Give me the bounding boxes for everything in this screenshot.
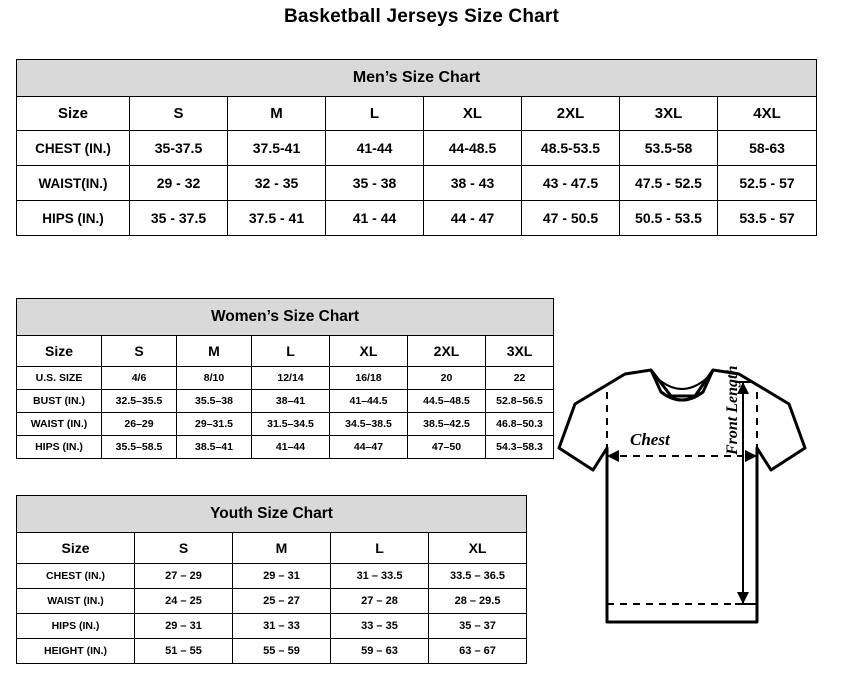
mens-cell: 35 - 37.5 bbox=[130, 201, 228, 236]
youth-cell: 51 – 55 bbox=[135, 639, 233, 664]
table-row bbox=[17, 436, 554, 459]
womens-cell: 34.5–38.5 bbox=[330, 413, 408, 436]
youth-header-row bbox=[17, 533, 527, 564]
womens-cell: 29–31.5 bbox=[177, 413, 252, 436]
youth-cell: 25 – 27 bbox=[233, 589, 331, 614]
womens-cell: 44–47 bbox=[330, 436, 408, 459]
mens-row-label: WAIST(IN.) bbox=[17, 166, 130, 201]
youth-chart-caption-row bbox=[17, 496, 527, 533]
mens-cell: 35-37.5 bbox=[130, 131, 228, 166]
youth-size-chart-table bbox=[16, 495, 527, 664]
womens-row-label: HIPS (IN.) bbox=[17, 436, 102, 459]
womens-row-label: WAIST (IN.) bbox=[17, 413, 102, 436]
youth-cell: 35 – 37 bbox=[429, 614, 527, 639]
mens-cell: 43 - 47.5 bbox=[522, 166, 620, 201]
womens-size-chart-table bbox=[16, 298, 554, 459]
womens-header-m: M bbox=[177, 336, 252, 367]
tshirt-outline-icon bbox=[545, 352, 835, 672]
front-length-measure-label: Front Length bbox=[724, 365, 741, 455]
table-row bbox=[17, 201, 817, 236]
womens-header-s: S bbox=[102, 336, 177, 367]
youth-cell: 28 – 29.5 bbox=[429, 589, 527, 614]
mens-cell: 53.5-58 bbox=[620, 131, 718, 166]
womens-cell: 46.8–50.3 bbox=[486, 413, 554, 436]
youth-table-body bbox=[17, 496, 527, 664]
youth-header-m: M bbox=[233, 533, 331, 564]
table-row bbox=[17, 131, 817, 166]
table-row bbox=[17, 390, 554, 413]
mens-header-row bbox=[17, 97, 817, 131]
youth-cell: 24 – 25 bbox=[135, 589, 233, 614]
womens-header-row bbox=[17, 336, 554, 367]
womens-cell: 54.3–58.3 bbox=[486, 436, 554, 459]
womens-cell: 16/18 bbox=[330, 367, 408, 390]
womens-cell: 32.5–35.5 bbox=[102, 390, 177, 413]
mens-cell: 47 - 50.5 bbox=[522, 201, 620, 236]
womens-chart-title: Women’s Size Chart bbox=[17, 299, 554, 336]
womens-cell: 26–29 bbox=[102, 413, 177, 436]
youth-row-label: CHEST (IN.) bbox=[17, 564, 135, 589]
mens-cell: 37.5-41 bbox=[228, 131, 326, 166]
mens-cell: 44-48.5 bbox=[424, 131, 522, 166]
mens-chart-title: Men’s Size Chart bbox=[17, 60, 817, 97]
mens-cell: 32 - 35 bbox=[228, 166, 326, 201]
youth-cell: 31 – 33 bbox=[233, 614, 331, 639]
mens-header-3xl: 3XL bbox=[620, 97, 718, 131]
table-row bbox=[17, 564, 527, 589]
womens-cell: 52.8–56.5 bbox=[486, 390, 554, 413]
youth-header-xl: XL bbox=[429, 533, 527, 564]
womens-header-3xl: 3XL bbox=[486, 336, 554, 367]
womens-row-label: BUST (IN.) bbox=[17, 390, 102, 413]
womens-cell: 47–50 bbox=[408, 436, 486, 459]
table-row bbox=[17, 166, 817, 201]
youth-cell: 27 – 28 bbox=[331, 589, 429, 614]
table-row bbox=[17, 639, 527, 664]
mens-cell: 37.5 - 41 bbox=[228, 201, 326, 236]
mens-header-size: Size bbox=[17, 97, 130, 131]
mens-header-xl: XL bbox=[424, 97, 522, 131]
womens-cell: 38–41 bbox=[252, 390, 330, 413]
womens-cell: 22 bbox=[486, 367, 554, 390]
mens-cell: 52.5 - 57 bbox=[718, 166, 817, 201]
youth-cell: 33.5 – 36.5 bbox=[429, 564, 527, 589]
youth-cell: 55 – 59 bbox=[233, 639, 331, 664]
womens-header-xl: XL bbox=[330, 336, 408, 367]
mens-cell: 47.5 - 52.5 bbox=[620, 166, 718, 201]
youth-row-label: HEIGHT (IN.) bbox=[17, 639, 135, 664]
mens-row-label: HIPS (IN.) bbox=[17, 201, 130, 236]
womens-cell: 31.5–34.5 bbox=[252, 413, 330, 436]
mens-header-4xl: 4XL bbox=[718, 97, 817, 131]
youth-header-size: Size bbox=[17, 533, 135, 564]
womens-cell: 35.5–38 bbox=[177, 390, 252, 413]
mens-cell: 41 - 44 bbox=[326, 201, 424, 236]
chest-measure-label: Chest bbox=[630, 430, 670, 449]
youth-cell: 27 – 29 bbox=[135, 564, 233, 589]
youth-cell: 33 – 35 bbox=[331, 614, 429, 639]
womens-table-body bbox=[17, 299, 554, 459]
youth-row-label: WAIST (IN.) bbox=[17, 589, 135, 614]
mens-header-2xl: 2XL bbox=[522, 97, 620, 131]
womens-cell: 38.5–42.5 bbox=[408, 413, 486, 436]
mens-row-label: CHEST (IN.) bbox=[17, 131, 130, 166]
mens-header-m: M bbox=[228, 97, 326, 131]
womens-header-l: L bbox=[252, 336, 330, 367]
womens-header-2xl: 2XL bbox=[408, 336, 486, 367]
table-row bbox=[17, 614, 527, 639]
youth-chart-title: Youth Size Chart bbox=[17, 496, 527, 533]
womens-cell: 12/14 bbox=[252, 367, 330, 390]
mens-size-chart-table bbox=[16, 59, 817, 236]
mens-cell: 35 - 38 bbox=[326, 166, 424, 201]
table-row bbox=[17, 413, 554, 436]
youth-cell: 31 – 33.5 bbox=[331, 564, 429, 589]
page-title: Basketball Jerseys Size Chart bbox=[283, 6, 560, 27]
womens-cell: 20 bbox=[408, 367, 486, 390]
youth-header-l: L bbox=[331, 533, 429, 564]
youth-cell: 59 – 63 bbox=[331, 639, 429, 664]
womens-row-label: U.S. SIZE bbox=[17, 367, 102, 390]
womens-cell: 41–44.5 bbox=[330, 390, 408, 413]
womens-cell: 4/6 bbox=[102, 367, 177, 390]
mens-cell: 48.5-53.5 bbox=[522, 131, 620, 166]
womens-cell: 38.5–41 bbox=[177, 436, 252, 459]
mens-cell: 29 - 32 bbox=[130, 166, 228, 201]
womens-chart-caption-row bbox=[17, 299, 554, 336]
womens-cell: 44.5–48.5 bbox=[408, 390, 486, 413]
mens-cell: 50.5 - 53.5 bbox=[620, 201, 718, 236]
tshirt-diagram bbox=[545, 352, 835, 672]
mens-chart-caption-row bbox=[17, 60, 817, 97]
youth-header-s: S bbox=[135, 533, 233, 564]
womens-cell: 41–44 bbox=[252, 436, 330, 459]
mens-cell: 58-63 bbox=[718, 131, 817, 166]
mens-cell: 44 - 47 bbox=[424, 201, 522, 236]
youth-row-label: HIPS (IN.) bbox=[17, 614, 135, 639]
womens-header-size: Size bbox=[17, 336, 102, 367]
mens-cell: 41-44 bbox=[326, 131, 424, 166]
table-row bbox=[17, 367, 554, 390]
womens-cell: 35.5–58.5 bbox=[102, 436, 177, 459]
womens-cell: 8/10 bbox=[177, 367, 252, 390]
mens-header-s: S bbox=[130, 97, 228, 131]
youth-cell: 63 – 67 bbox=[429, 639, 527, 664]
mens-table-body bbox=[17, 60, 817, 236]
youth-cell: 29 – 31 bbox=[135, 614, 233, 639]
mens-cell: 38 - 43 bbox=[424, 166, 522, 201]
mens-header-l: L bbox=[326, 97, 424, 131]
table-row bbox=[17, 589, 527, 614]
youth-cell: 29 – 31 bbox=[233, 564, 331, 589]
mens-cell: 53.5 - 57 bbox=[718, 201, 817, 236]
